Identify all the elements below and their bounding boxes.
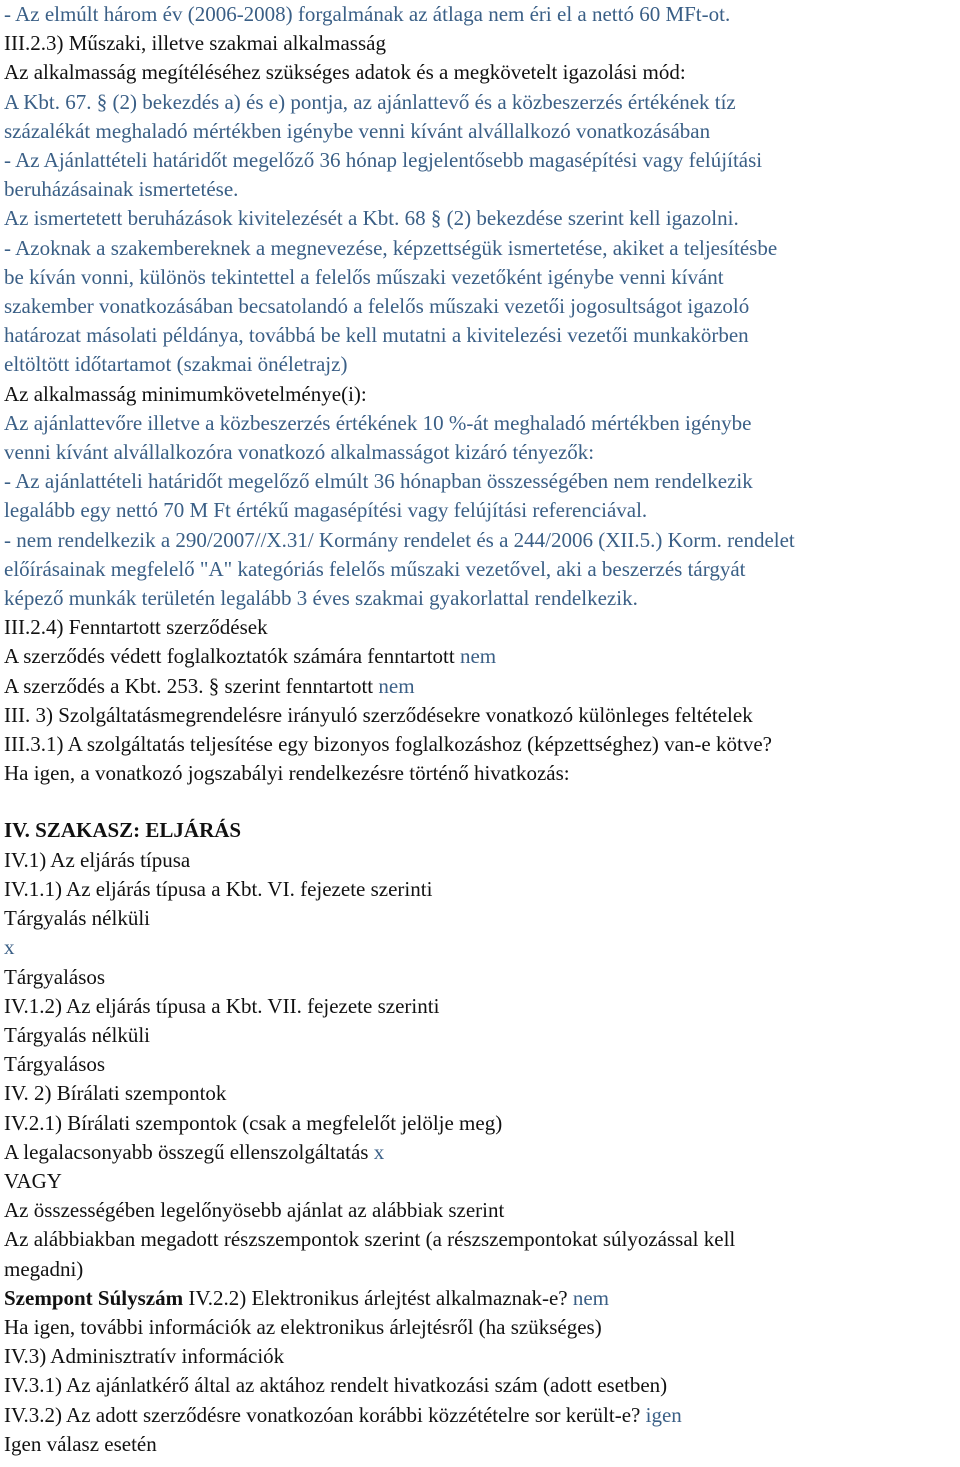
section-heading: IV.1) Az eljárás típusa <box>4 847 191 872</box>
field-row <box>4 642 960 671</box>
text-line: III.3.1) A szolgáltatás teljesítése egy bizonyos foglalkozáshoz (képzettséghez) van-e kötve? <box>4 732 772 757</box>
text-line: A Kbt. 67. § (2) bekezdés a) és e) pontja, az ajánlattevő és a közbeszerzés értékének tíz <box>4 89 736 114</box>
text-line: legalább egy nettó 70 M Ft értékű magasépítési vagy felújítási referenciával. <box>4 498 648 523</box>
text-line: eltöltött időtartamot (szakmai önéletrajz) <box>4 352 348 377</box>
text-line: - Az Ajánlattételi határidőt megelőző 36 hónap legjelentősebb magasépítési vagy felújítási <box>4 148 763 173</box>
text-line: százalékát meghaladó mértékben igénybe venni kívánt alvállalkozó vonatkozásában <box>4 118 711 143</box>
text-line: képező munkák területén legalább 3 éves szakmai gyakorlattal rendelkezik. <box>4 586 638 611</box>
field-label: A szerződés a Kbt. 253. § szerint fenntartott <box>4 673 374 698</box>
text-line: - Azoknak a szakembereknek a megnevezése, képzettségük ismertetése, akiket a teljesítésbe <box>4 235 778 260</box>
section-heading: IV.3) Adminisztratív információk <box>4 1344 285 1369</box>
field-row <box>4 1138 960 1167</box>
section-heading: IV. 2) Bírálati szempontok <box>4 1081 227 1106</box>
option-label: Tárgyalás nélküli <box>4 906 150 931</box>
field-row <box>4 1284 960 1313</box>
text-line: IV.2.1) Bírálati szempontok (csak a megfelelőt jelölje meg) <box>4 1110 503 1135</box>
text-line: IV.1.1) Az eljárás típusa a Kbt. VI. fejezete szerinti <box>4 876 433 901</box>
field-label: IV.2.2) Elektronikus árlejtést alkalmaznak-e? <box>188 1285 568 1310</box>
section-heading: III.2.3) Műszaki, illetve szakmai alkalmasság <box>4 31 386 56</box>
option-mark: x <box>4 935 15 960</box>
text-line: Igen válasz esetén <box>4 1431 157 1456</box>
text-line: IV.3.1) Az ajánlatkérő által az aktához rendelt hivatkozási szám (adott esetben) <box>4 1373 668 1398</box>
text-line: Az alkalmasság megítéléséhez szükséges adatok és a megkövetelt igazolási mód: <box>4 60 686 85</box>
field-value: nem <box>378 673 415 698</box>
option-label: Tárgyalásos <box>4 1052 106 1077</box>
text-line: beruházásainak ismertetése. <box>4 177 239 202</box>
section-heading: III.2.4) Fenntartott szerződések <box>4 615 268 640</box>
text-line: megadni) <box>4 1256 84 1281</box>
field-value: nem <box>459 644 497 669</box>
section-heading: III. 3) Szolgáltatásmegrendelésre irányuló szerződésekre vonatkozó különleges feltételek <box>4 702 753 727</box>
text-line: - Az ajánlattételi határidőt megelőző elmúlt 36 hónapban összességében nem rendelkezik <box>4 469 753 494</box>
text-line: Ha igen, további információk az elektronikus árlejtésről (ha szükséges) <box>4 1314 602 1339</box>
field-value: x <box>373 1139 385 1164</box>
text-line: szakember vonatkozásában becsatolandó a felelős műszaki vezetői jogosultságot igazoló <box>4 294 750 319</box>
field-value: nem <box>572 1285 609 1310</box>
text-line: előírásainak megfelelő "A" kategóriás felelős műszaki vezetővel, aki a beszerzés tárgyát <box>4 556 746 581</box>
field-label: A legalacsonyabb összegű ellenszolgáltatás <box>4 1139 369 1164</box>
spacer <box>4 788 960 816</box>
text-line: IV.1.2) Az eljárás típusa a Kbt. VII. fejezete szerinti <box>4 993 440 1018</box>
text-line: Az ajánlattevőre illetve a közbeszerzés értékének 10 %-át meghaladó mértékben igénybe <box>4 410 752 435</box>
field-row <box>4 672 960 701</box>
text-line: Az összességében legelőnyösebb ajánlat az alábbiak szerint <box>4 1198 505 1223</box>
text-line: be kíván vonni, különös tekintettel a felelős műszaki vezetőként igénybe venni kívánt <box>4 264 724 289</box>
field-row <box>4 1401 960 1430</box>
section-title: IV. SZAKASZ: ELJÁRÁS <box>4 818 242 843</box>
option-label: Tárgyalásos <box>4 964 106 989</box>
field-value: igen <box>645 1402 682 1427</box>
table-header-criterion: Szempont <box>4 1285 93 1310</box>
text-line: - nem rendelkezik a 290/2007//X.31/ Kormány rendelet és a 244/2006 (XII.5.) Korm. rendelet <box>4 527 795 552</box>
field-label: A szerződés védett foglalkoztatók számára fenntartott <box>4 644 455 669</box>
option-label: Tárgyalás nélküli <box>4 1022 150 1047</box>
field-label: IV.3.2) Az adott szerződésre vonatkozóan korábbi közzétételre sor került-e? <box>4 1402 641 1427</box>
text-line: Az alábbiakban megadott részszempontok szerint (a részszempontokat súlyozással kell <box>4 1227 736 1252</box>
text-line: venni kívánt alvállalkozóra vonatkozó alkalmasságot kizáró tényezők: <box>4 440 595 465</box>
text-line: Az ismertetett beruházások kivitelezését a Kbt. 68 § (2) bekezdése szerint kell igazolni. <box>4 206 739 231</box>
text-line: határozat másolati példánya, továbbá be kell mutatni a kivitelezési vezetői munkakörben <box>4 323 749 348</box>
table-header-weight: Súlyszám <box>97 1285 184 1310</box>
text-line: Ha igen, a vonatkozó jogszabályi rendelkezésre történő hivatkozás: <box>4 761 570 786</box>
text-line: VAGY <box>4 1168 62 1193</box>
section-heading: Az alkalmasság minimumkövetelménye(i): <box>4 381 367 406</box>
text-line: - Az elmúlt három év (2006-2008) forgalmának az átlaga nem éri el a nettó 60 MFt-ot. <box>4 2 731 26</box>
